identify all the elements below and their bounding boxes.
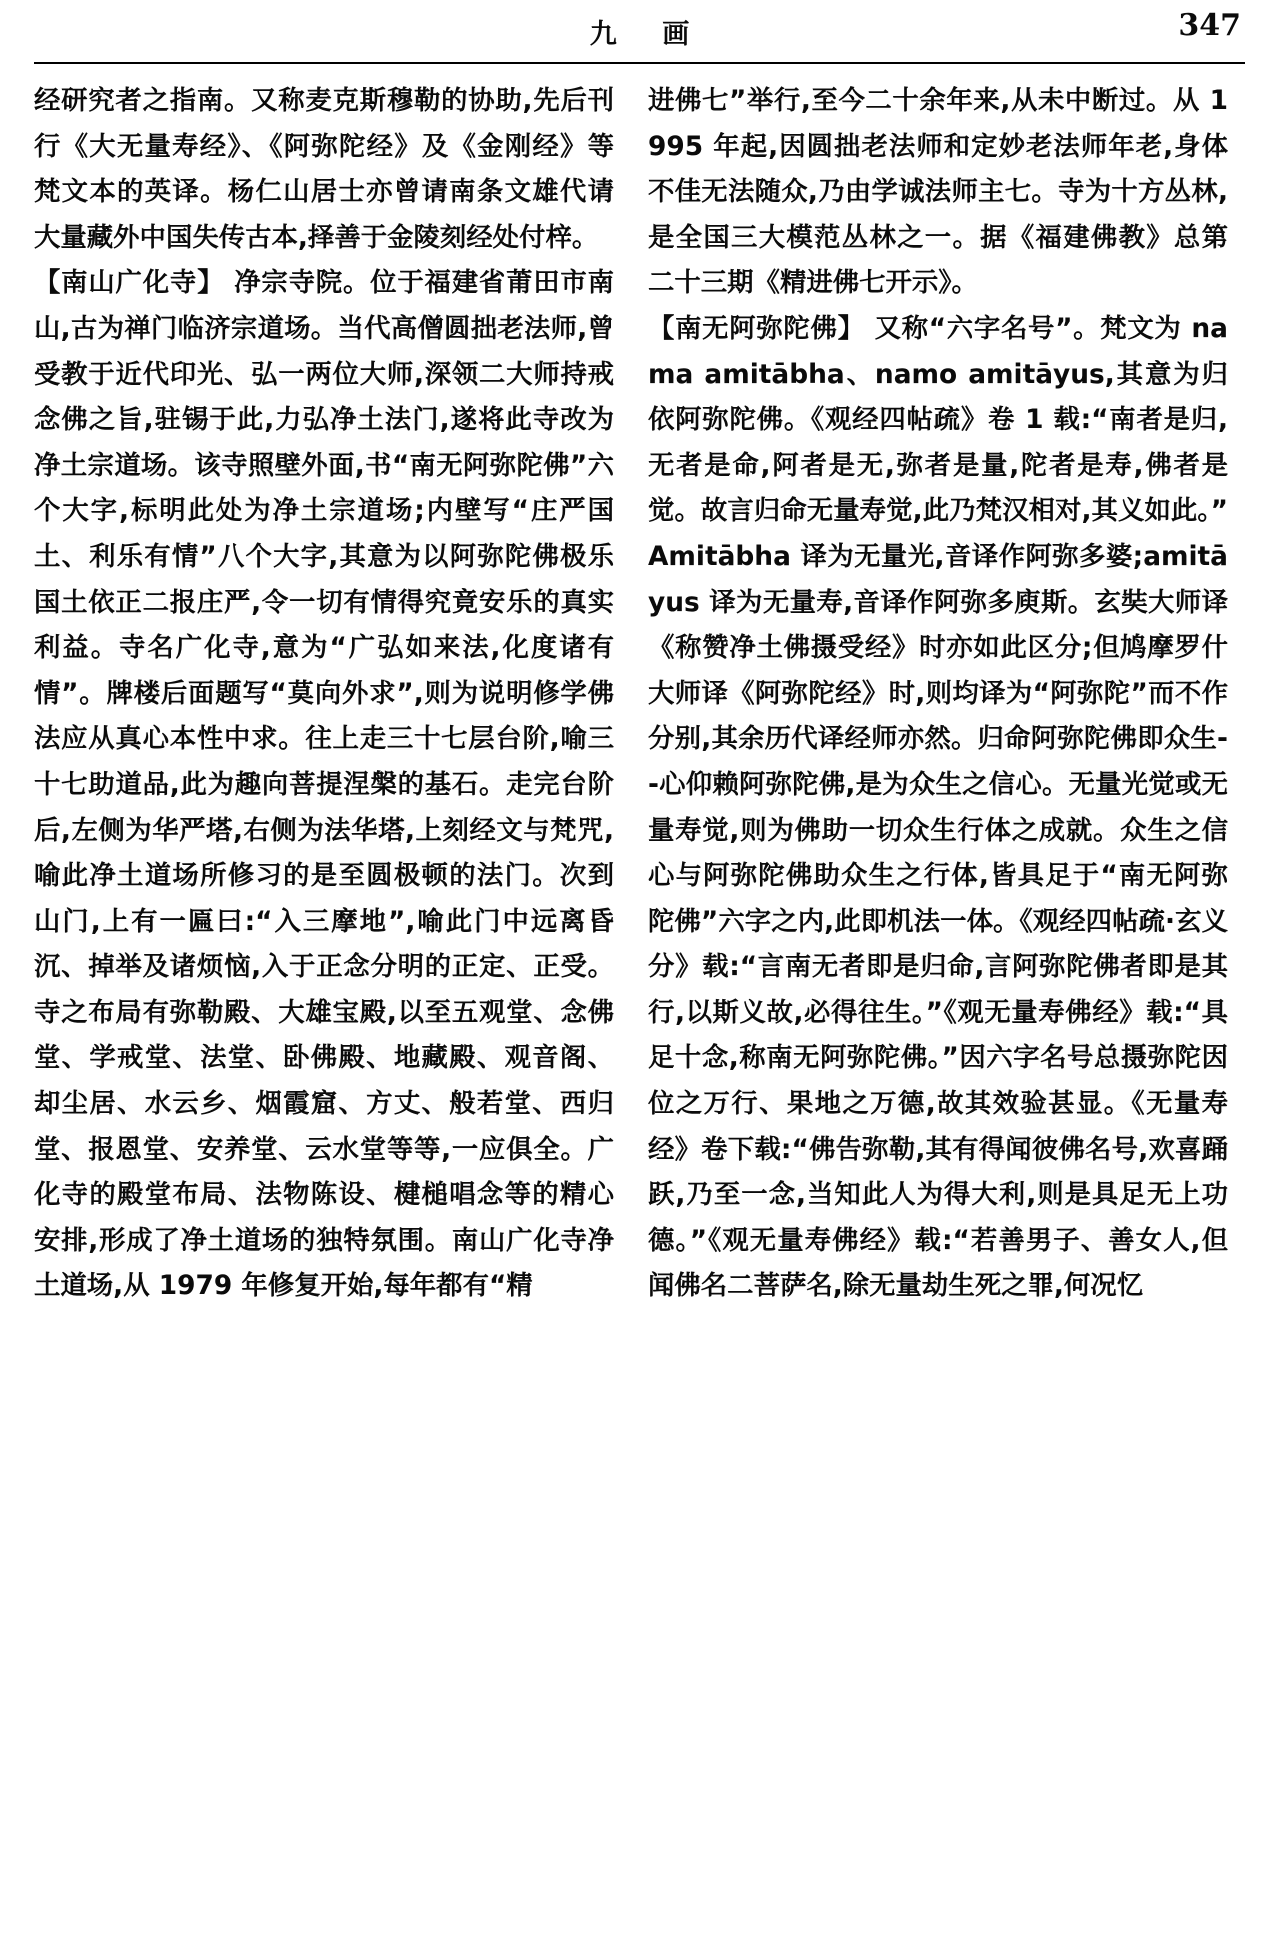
text-body [34,78,1245,1309]
left-column [34,78,614,1309]
running-head: 九 画 [589,19,708,50]
page-number: 347 [1178,8,1241,43]
header-divider [34,62,1245,64]
paragraph-left-1: 经研究者之指南。又称麦克斯穆勒的协助,先后刊行《大无量寿经》、《阿弥陀经》及《金刚经》等梵文本的英译。杨仁山居士亦曾请南条文雄代请大量藏外中国失传古本,择善于金陵刻经处付梓。 [34,85,614,253]
right-column [648,78,1228,1309]
page-header [34,8,1245,60]
paragraph-right-2: 【南无阿弥陀佛】 又称“六字名号”。梵文为 nama amitābha、namo amitāyus,其意为归依阿弥陀佛。《观经四帖疏》卷 1 载:“南者是归,无者是命,阿者是无,弥者是量,陀者是寿,佛者是觉。故言归命无量寿觉,此乃梵汉相对,其义如此。” Amitābha 译为无量光,音译作阿弥多婆;amitāyus 译为无量寿,音译作阿弥多庾斯。玄奘大师译《称赞净土佛摄受经》时亦如此区分;但鸠摩罗什大师译《阿弥陀经》时,则均译为“阿弥陀”而不作分别,其余历代译经师亦然。归命阿弥陀佛即众生--心仰赖阿弥陀佛,是为众生之信心。无量光觉或无量寿觉,则为佛助一切众生行体之成就。众生之信心与阿弥陀佛助众生之行体,皆具足于“南无阿弥陀佛”六字之内,此即机法一体。《观经四帖疏·玄义分》载:“言南无者即是归命,言阿弥陀佛者即是其行,以斯义故,必得往生。”《观无量寿佛经》载:“具足十念,称南无阿弥陀佛。”因六字名号总摄弥陀因位之万行、果地之万德,故其效验甚显。《无量寿经》卷下载:“佛告弥勒,其有得闻彼佛名号,欢喜踊跃,乃至一念,当知此人为得大利,则是具足无上功德。”《观无量寿佛经》载:“若善男子、善女人,但闻佛名二菩萨名,除无量劫生死之罪,何况忆 [648,312,1228,1302]
paragraph-right-1: 进佛七”举行,至今二十余年来,从未中断过。从 1995 年起,因圆拙老法师和定妙老法师年老,身体不佳无法随众,乃由学诚法师主七。寺为十方丛林,是全国三大模范丛林之一。据《福建佛教》总第二十三期《精进佛七开示》。 [648,85,1228,299]
paragraph-left-2: 【南山广化寺】 净宗寺院。位于福建省莆田市南山,古为禅门临济宗道场。当代高僧圆拙老法师,曾受教于近代印光、弘一两位大师,深领二大师持戒念佛之旨,驻锡于此,力弘净土法门,遂将此寺改为净土宗道场。该寺照壁外面,书“南无阿弥陀佛”六个大字,标明此处为净土宗道场;内壁写“庄严国土、利乐有情”八个大字,其意为以阿弥陀佛极乐国土依正二报庄严,令一切有情得究竟安乐的真实利益。寺名广化寺,意为“广弘如来法,化度诸有情”。牌楼后面题写“莫向外求”,则为说明修学佛法应从真心本性中求。往上走三十七层台阶,喻三十七助道品,此为趣向菩提涅槃的基石。走完台阶后,左侧为华严塔,右侧为法华塔,上刻经文与梵咒,喻此净土道场所修习的是至圆极顿的法门。次到山门,上有一匾曰:“入三摩地”,喻此门中远离昏沉、掉举及诸烦恼,入于正念分明的正定、正受。寺之布局有弥勒殿、大雄宝殿,以至五观堂、念佛堂、学戒堂、法堂、卧佛殿、地藏殿、观音阁、却尘居、水云乡、烟霞窟、方丈、般若堂、西归堂、报恩堂、安养堂、云水堂等等,一应俱全。广化寺的殿堂布局、法物陈设、楗槌唱念等的精心安排,形成了净土道场的独特氛围。南山广化寺净土道场,从 1979 年修复开始,每年都有“精 [34,267,614,1302]
